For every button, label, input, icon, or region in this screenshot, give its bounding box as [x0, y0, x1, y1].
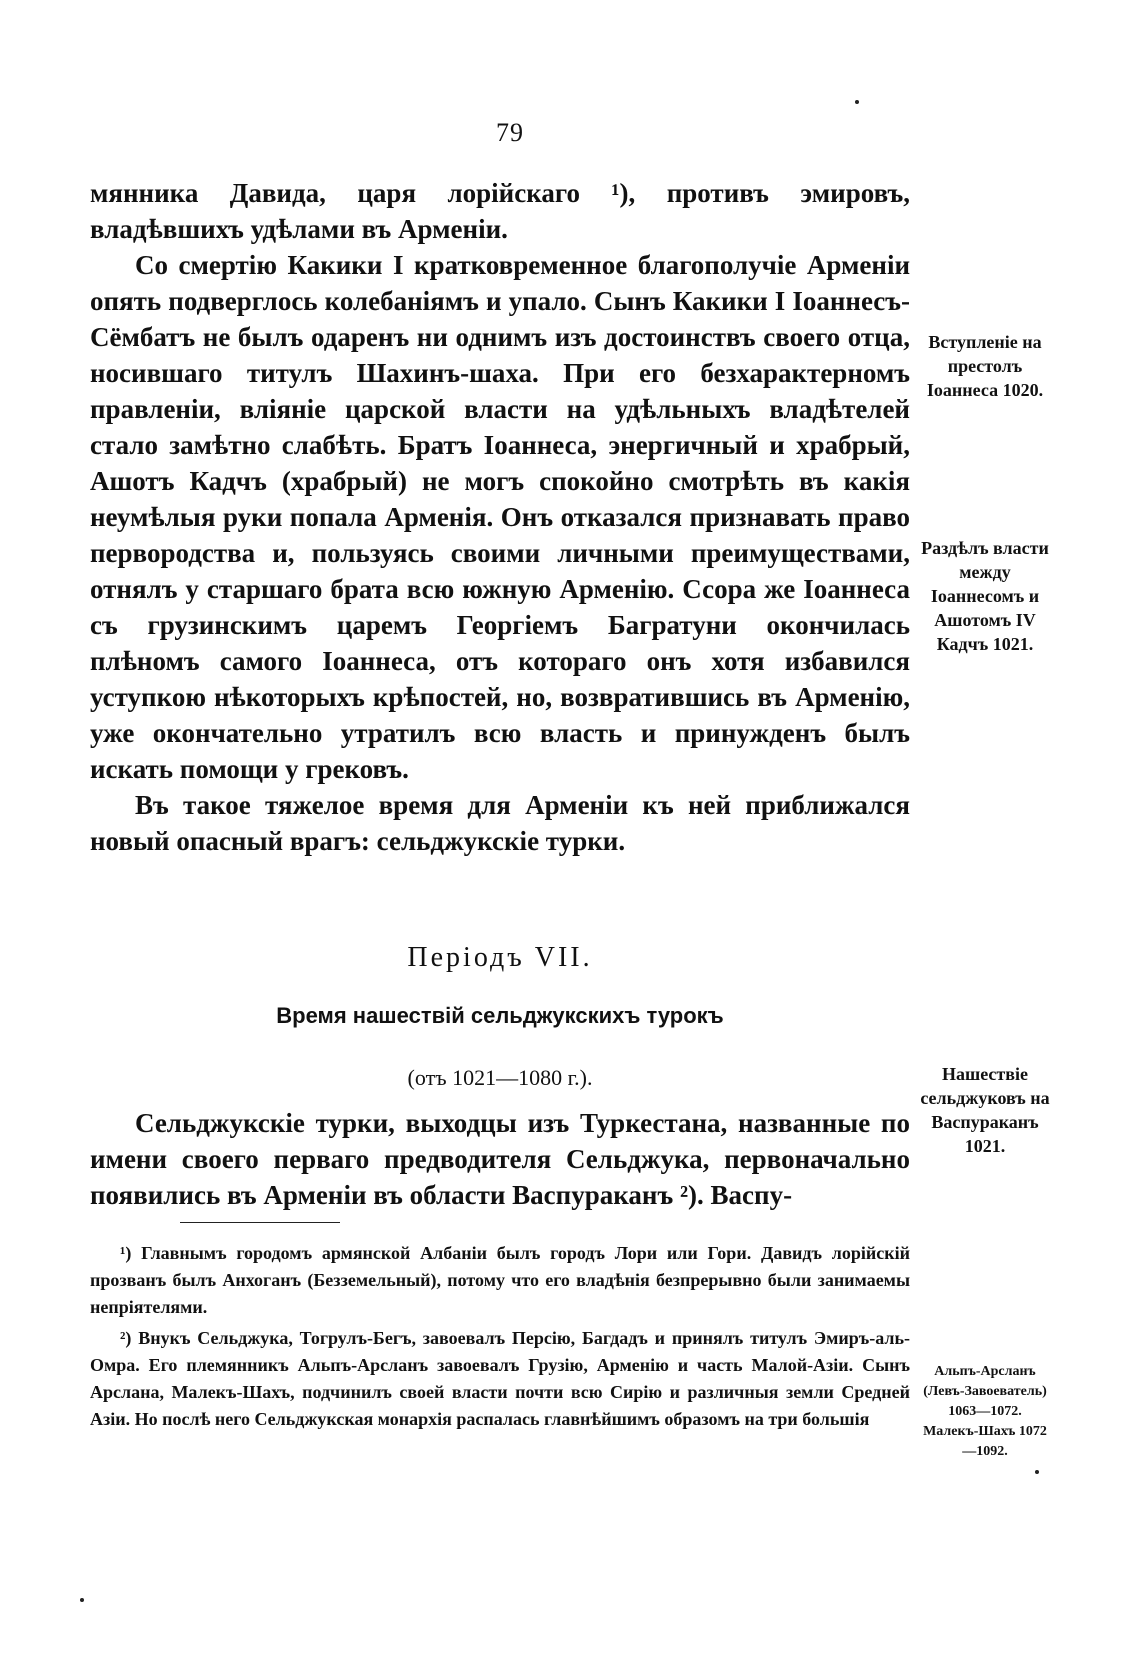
margin-note-invasion: Нашествіе сельджуковъ на Васпураканъ 1021.: [920, 1064, 1050, 1156]
paragraph-1: мянника Давида, царя лорійскаго ¹), противъ эмировъ, владѣвшихъ удѣлами въ Арменіи.: [90, 178, 910, 244]
footnote-divider: [180, 1222, 340, 1223]
paragraph-3: Въ такое тяжелое время для Арменіи къ ней приближался новый опасный врагъ: сельджукскіе турки.: [90, 790, 910, 856]
margin-note-division: Раздѣлъ власти между Іоаннесомъ и Ашотомъ IV Кадчъ 1021.: [921, 538, 1049, 654]
footnote-2: ²) Внукъ Сельджука, Тогрулъ-Бегъ, завоевалъ Персію, Багдадъ и принялъ титулъ Эмиръ-аль-Омра. Его племянникъ Альпъ-Арсланъ завоевалъ Грузію, Арменію и часть Малой-Азіи. Сынъ Арслана, Малекъ-Шахъ, подчинилъ своей власти почти всю Сирію и различныя земли Средней Азіи. Но послѣ него Сельджукская монархія распалась главнѣйшимъ образомъ на три большія: [90, 1328, 910, 1429]
paragraph-after-heading: Сельджукскіе турки, выходцы изъ Туркестана, названные по имени своего перваго предводителя Сельджука, первоначально появились въ Арменіи въ области Васпураканъ ²). Васпу-: [90, 1108, 910, 1210]
paragraph-2: Со смертію Какики I кратковременное благополучіе Арменіи опять подверглось колебаніямъ и упало. Сынъ Какики I Іоаннесъ-Сёмбатъ не былъ одаренъ ни однимъ изъ достоинствъ своего отца, носившаго титулъ Шахинъ-шаха. При его безхарактерномъ правленіи, вліяніе царской власти на удѣльныхъ владѣтелей стало замѣтно слабѣть. Братъ Іоаннеса, энергичный и храбрый, Ашотъ Кадчъ (храбрый) не могъ спокойно смотрѣть въ какія неумѣлыя руки попала Арменія. Онъ отказался признавать право первородства и, пользуясь своими личными преимуществами, отнялъ у старшаго брата всю южную Арменію. Ссора же Іоаннеса съ грузинскимъ царемъ Георгіемъ Багратуни окончилась плѣномъ самого Іоаннеса, отъ котораго онъ хотя избавился уступкою нѣкоторыхъ крѣпостей, но, возвратившись въ Арменію, уже окончательно утратилъ всю власть и принужденъ былъ искать помощи у грековъ.: [90, 250, 910, 784]
section-heading: Время нашествій сельджукскихъ турокъ: [276, 1003, 724, 1028]
margin-note-rulers: Альпъ-Арсланъ (Левъ-Завоеватель) 1063—1072. Малекъ-Шахъ 1072—1092.: [923, 1364, 1047, 1459]
footnote-1: ¹) Главнымъ городомъ армянской Албаніи былъ городъ Лори или Гори. Давидъ лорійскій прозванъ былъ Анхоганъ (Безземельный), потому что его владѣнія безпрерывно были занимаемы непріятелями.: [90, 1243, 910, 1317]
scan-speck: [1035, 1470, 1039, 1474]
margin-note-accession: Вступленіе на престолъ Іоаннеса 1020.: [926, 332, 1044, 400]
page-number: 79: [496, 118, 524, 147]
section-dates: (отъ 1021—1080 г.).: [407, 1065, 593, 1090]
footnotes: [90, 1240, 910, 1437]
scan-speck: [855, 100, 859, 104]
main-text: [90, 175, 910, 859]
scan-speck: [80, 1598, 84, 1602]
period-title: Періодъ VII.: [407, 942, 593, 973]
